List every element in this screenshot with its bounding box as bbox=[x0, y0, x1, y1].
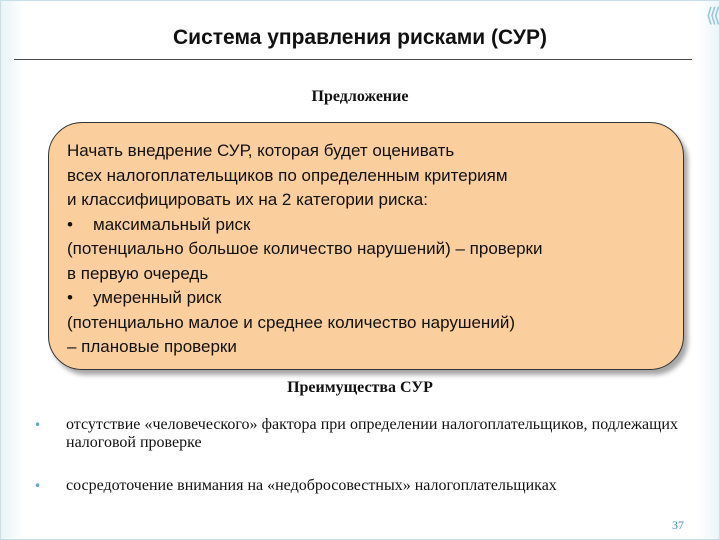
proposal-line: всех налогоплательщиков по определенным критериям bbox=[67, 165, 508, 185]
decorative-corner-icon: ⟨⟨⟨ bbox=[705, 3, 717, 27]
advantage-item bbox=[34, 416, 678, 452]
title-divider bbox=[14, 59, 692, 60]
proposal-line: Начать внедрение СУР, которая будет оценивать bbox=[67, 141, 455, 160]
proposal-line: и классифицировать их на 2 категории риска: bbox=[67, 190, 428, 209]
proposal-line: (потенциально большое количество нарушений) – проверки bbox=[67, 239, 543, 258]
page-number: 37 bbox=[672, 518, 684, 532]
proposal-bullet-item bbox=[67, 213, 673, 238]
bullet-icon: • bbox=[34, 418, 42, 432]
slide-title: Система управления рисками (СУР) bbox=[173, 26, 547, 49]
proposal-bullet-item bbox=[67, 286, 673, 311]
bullet-icon: • bbox=[67, 214, 73, 234]
advantage-text: отсутствие «человеческого» фактора при определении налогоплательщиков, подлежащих налоговой проверке bbox=[66, 416, 678, 451]
advantage-item bbox=[34, 477, 678, 495]
risk-category-moderate: умеренный риск bbox=[93, 288, 222, 307]
bullet-icon: • bbox=[67, 288, 73, 307]
bullet-icon: • bbox=[34, 479, 42, 493]
advantages-heading: Преимущества СУР bbox=[287, 379, 433, 396]
proposal-line: – плановые проверки bbox=[67, 337, 237, 356]
proposal-heading: Предложение bbox=[311, 88, 409, 105]
proposal-line: в первую очередь bbox=[67, 263, 209, 283]
risk-category-max: максимальный риск bbox=[93, 214, 251, 234]
advantage-text: сосредоточение внимания на «недобросовестных» налогоплательщиках bbox=[66, 477, 557, 494]
proposal-box bbox=[48, 122, 684, 370]
proposal-line: (потенциально малое и среднее количество нарушений) bbox=[67, 312, 515, 332]
